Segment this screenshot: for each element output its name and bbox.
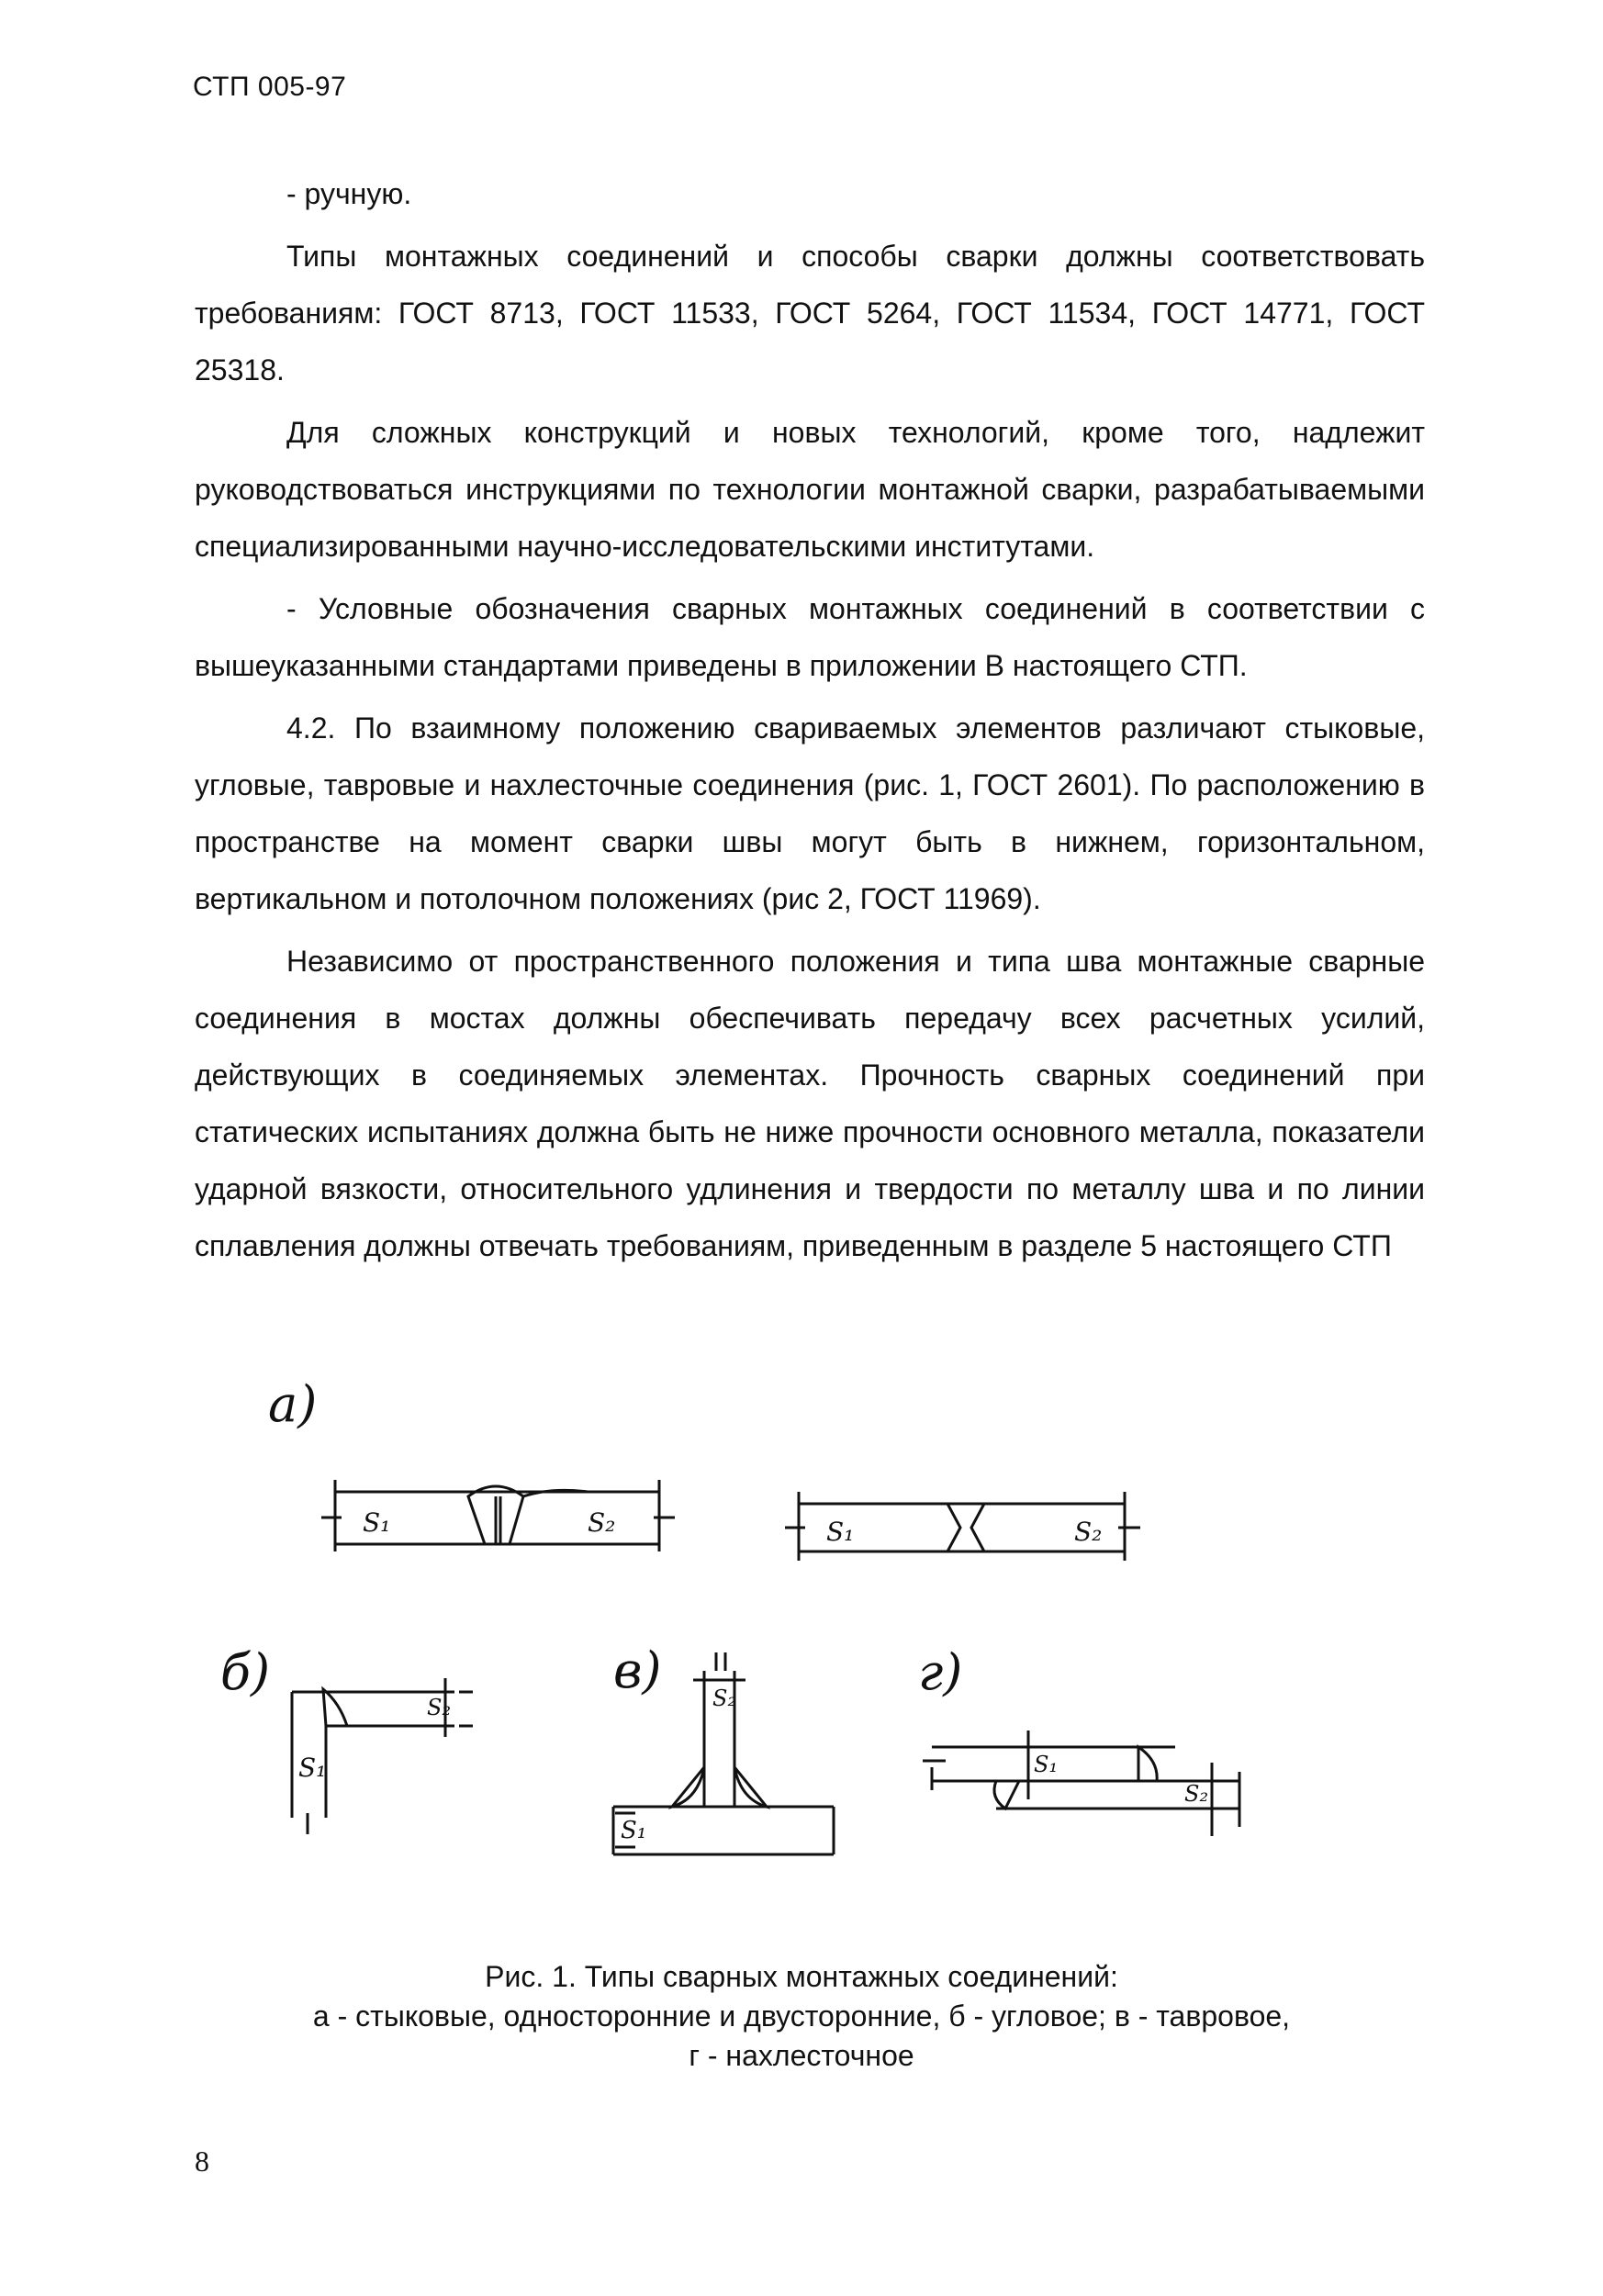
caption-legend-line-2: г - нахлесточное [689,2039,914,2072]
caption-title: Рис. 1. Типы сварных монтажных соединений: [485,1960,1118,1993]
thickness-label-s1: S₁ [621,1817,647,1844]
thickness-label-s2: S₂ [1184,1781,1209,1807]
figure-caption [184,1957,1419,2076]
paragraph-4-2: 4.2. По взаимному положению свариваемых элементов различают стыковые, угловые, тавровые и нахлесточные соединения (рис. 1, ГОСТ 2601). По расположению в пространстве на момент сварки швы могут быть в нижнем, горизонтальном, вертикальном и потолочном положениях (рис 2, ГОСТ 11969). [195,711,1425,915]
figure-label-a: а) [268,1375,318,1433]
thickness-label-s2: S₂ [1074,1517,1103,1547]
thickness-label-s1: S₁ [298,1753,327,1783]
paragraph-strength: Независимо от пространственного положения и типа шва монтажные сварные соединения в мостах должны обеспечивать передачу всех расчетных усилий, действующих в соединяемых элементах. Прочность сварных соединений при статических испытаниях должна быть не ниже прочности основного металла, показатели ударной вязкости, относительного удлинения и твердости по металлу шва и по линии сплавления должны отвечать требованиям, приведенным в разделе 5 настоящего СТП [195,945,1425,1262]
paragraph-manual: - ручную. [286,177,412,210]
thickness-label-s2: S₂ [427,1695,452,1720]
caption-legend-line-1: а - стыковые, односторонние и двусторонние, б - угловое; в - тавровое, [312,1999,1291,2033]
document-code: СТП 005-97 [193,72,347,102]
paragraph-symbols: - Условные обозначения сварных монтажных соединений в соответствии с вышеуказанными стандартами приведены в приложении В настоящего СТП. [195,592,1425,682]
thickness-label-s1: S₁ [1034,1752,1059,1777]
page-number: 8 [195,2145,209,2178]
thickness-label-s1: S₁ [363,1507,391,1538]
paragraph-standards: Типы монтажных соединений и способы сварки должны соответствовать требованиям: ГОСТ 8713, ГОСТ 11533, ГОСТ 5264, ГОСТ 11534, ГОСТ 14771, ГОСТ 25318. [195,240,1425,386]
figure-label-g: г) [918,1643,963,1701]
thickness-label-s2: S₂ [588,1507,616,1538]
thickness-label-s1: S₁ [826,1517,855,1547]
figure-label-v: в) [613,1641,662,1699]
figure-label-b: б) [220,1643,271,1701]
paragraph-complex-structures: Для сложных конструкций и новых технологий, кроме того, надлежит руководствоваться инструкциями по технологии монтажной сварки, разрабатываемыми специализированными научно-исследовательскими институтами. [195,416,1425,563]
thickness-label-s2: S₂ [712,1686,737,1711]
